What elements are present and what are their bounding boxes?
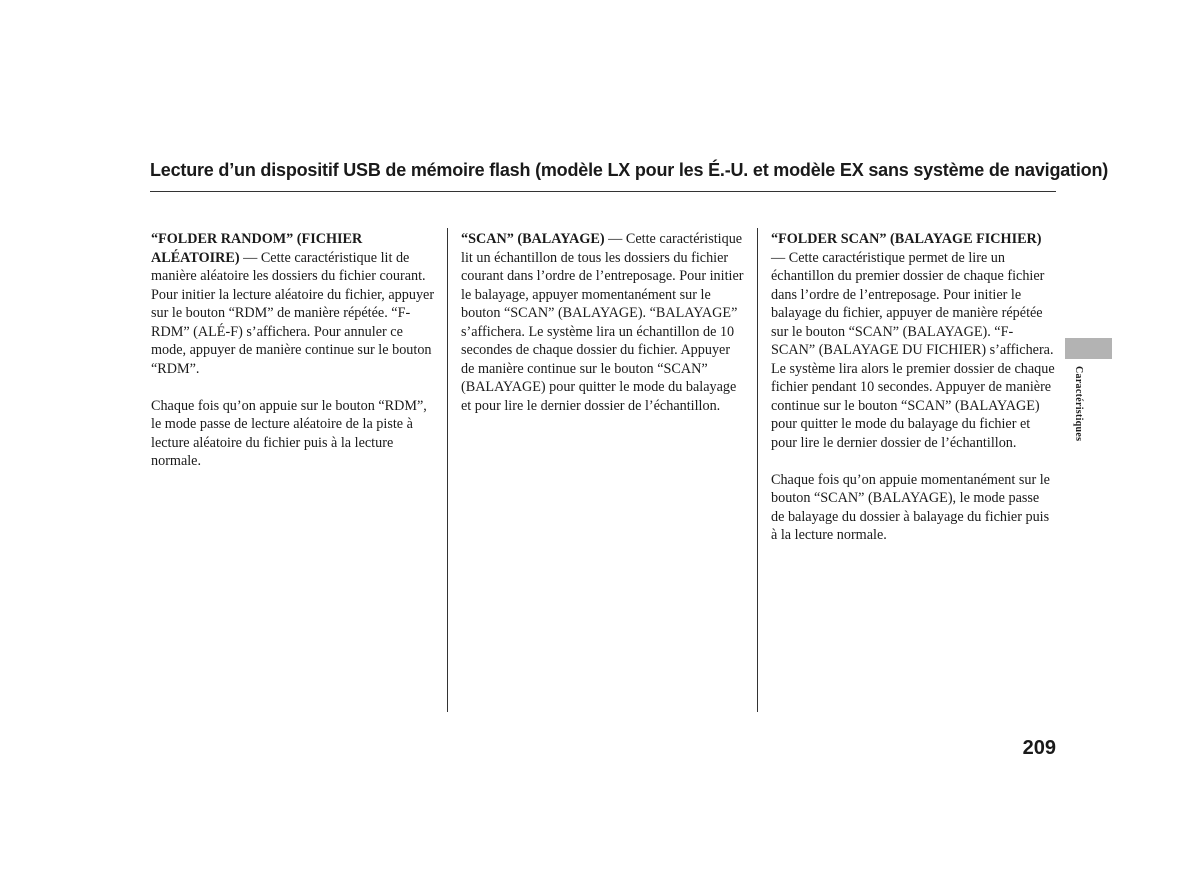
paragraph-rdm-cycle	[151, 397, 435, 471]
heading-scan: “SCAN” (BALAYAGE)	[461, 231, 605, 247]
column-divider-2	[757, 228, 758, 712]
paragraph-scan	[461, 230, 745, 415]
paragraph-scan-cycle	[771, 471, 1055, 545]
body-scan-cycle: Chaque fois qu’on appuie momentanément sur le bouton “SCAN” (BALAYAGE), le mode passe de balayage du dossier à balayage du fichier puis à la lecture normale.	[771, 471, 1050, 543]
body-scan: — Cette caractéristique lit un échantillon de tous les dossiers du fichier courant dans l’ordre de l’entreposage. Pour initier le balayage, appuyer momentanément sur le bouton “SCAN” (BALAYAGE). “BALAYAGE” s’affichera. Le système lira un échantillon de 10 secondes de chaque dossier du fichier. Appuyer de manière continue sur le bouton “SCAN” (BALAYAGE) pour quitter le mode du balayage et pour lire le dernier dossier de l’échantillon.	[461, 231, 744, 414]
column-3	[771, 230, 1055, 563]
body-folder-random: — Cette caractéristique lit de manière aléatoire les dossiers du fichier courant. Pour initier la lecture aléatoire du fichier, appuyer sur le bouton “RDM” de manière répétée. “F-RDM” (ALÉ-F) s’affichera. Pour annuler ce mode, appuyer de manière continue sur le bouton “RDM”.	[151, 249, 435, 377]
body-folder-scan: — Cette caractéristique permet de lire un échantillon du premier dossier de chaque fichier dans l’ordre de l’entreposage. Pour initier le balayage du fichier, appuyer de manière répétée sur le bouton “SCAN” (BALAYAGE). “F-SCAN” (BALAYAGE DU FICHIER) s’affichera. Le système lira alors le premier dossier de chaque fichier pendant 10 secondes. Appuyer de manière continue sur le bouton “SCAN” (BALAYAGE) pour quitter le mode du balayage du fichier et pour lire le dernier dossier de l’échantillon.	[771, 249, 1055, 451]
column-divider-1	[447, 228, 448, 712]
body-rdm-cycle: Chaque fois qu’on appuie sur le bouton “RDM”, le mode passe de lecture aléatoire de la piste à lecture aléatoire du fichier puis à la lecture normale.	[151, 397, 427, 469]
page-title: Lecture d’un dispositif USB de mémoire flash (modèle LX pour les É.-U. et modèle EX sans système de navigation)	[150, 160, 1109, 180]
paragraph-folder-scan	[771, 230, 1055, 452]
section-label: Caractéristiques	[1073, 366, 1084, 442]
heading-folder-random: “FOLDER RANDOM” (FICHIER ALÉATOIRE)	[151, 231, 363, 266]
section-tab	[1065, 338, 1112, 359]
column-2	[461, 230, 745, 434]
paragraph-folder-random	[151, 230, 435, 378]
heading-folder-scan: “FOLDER SCAN” (BALAYAGE FICHIER)	[771, 231, 1042, 247]
page-number: 209	[1022, 737, 1056, 759]
title-rule	[150, 191, 1056, 192]
column-1	[151, 230, 435, 489]
